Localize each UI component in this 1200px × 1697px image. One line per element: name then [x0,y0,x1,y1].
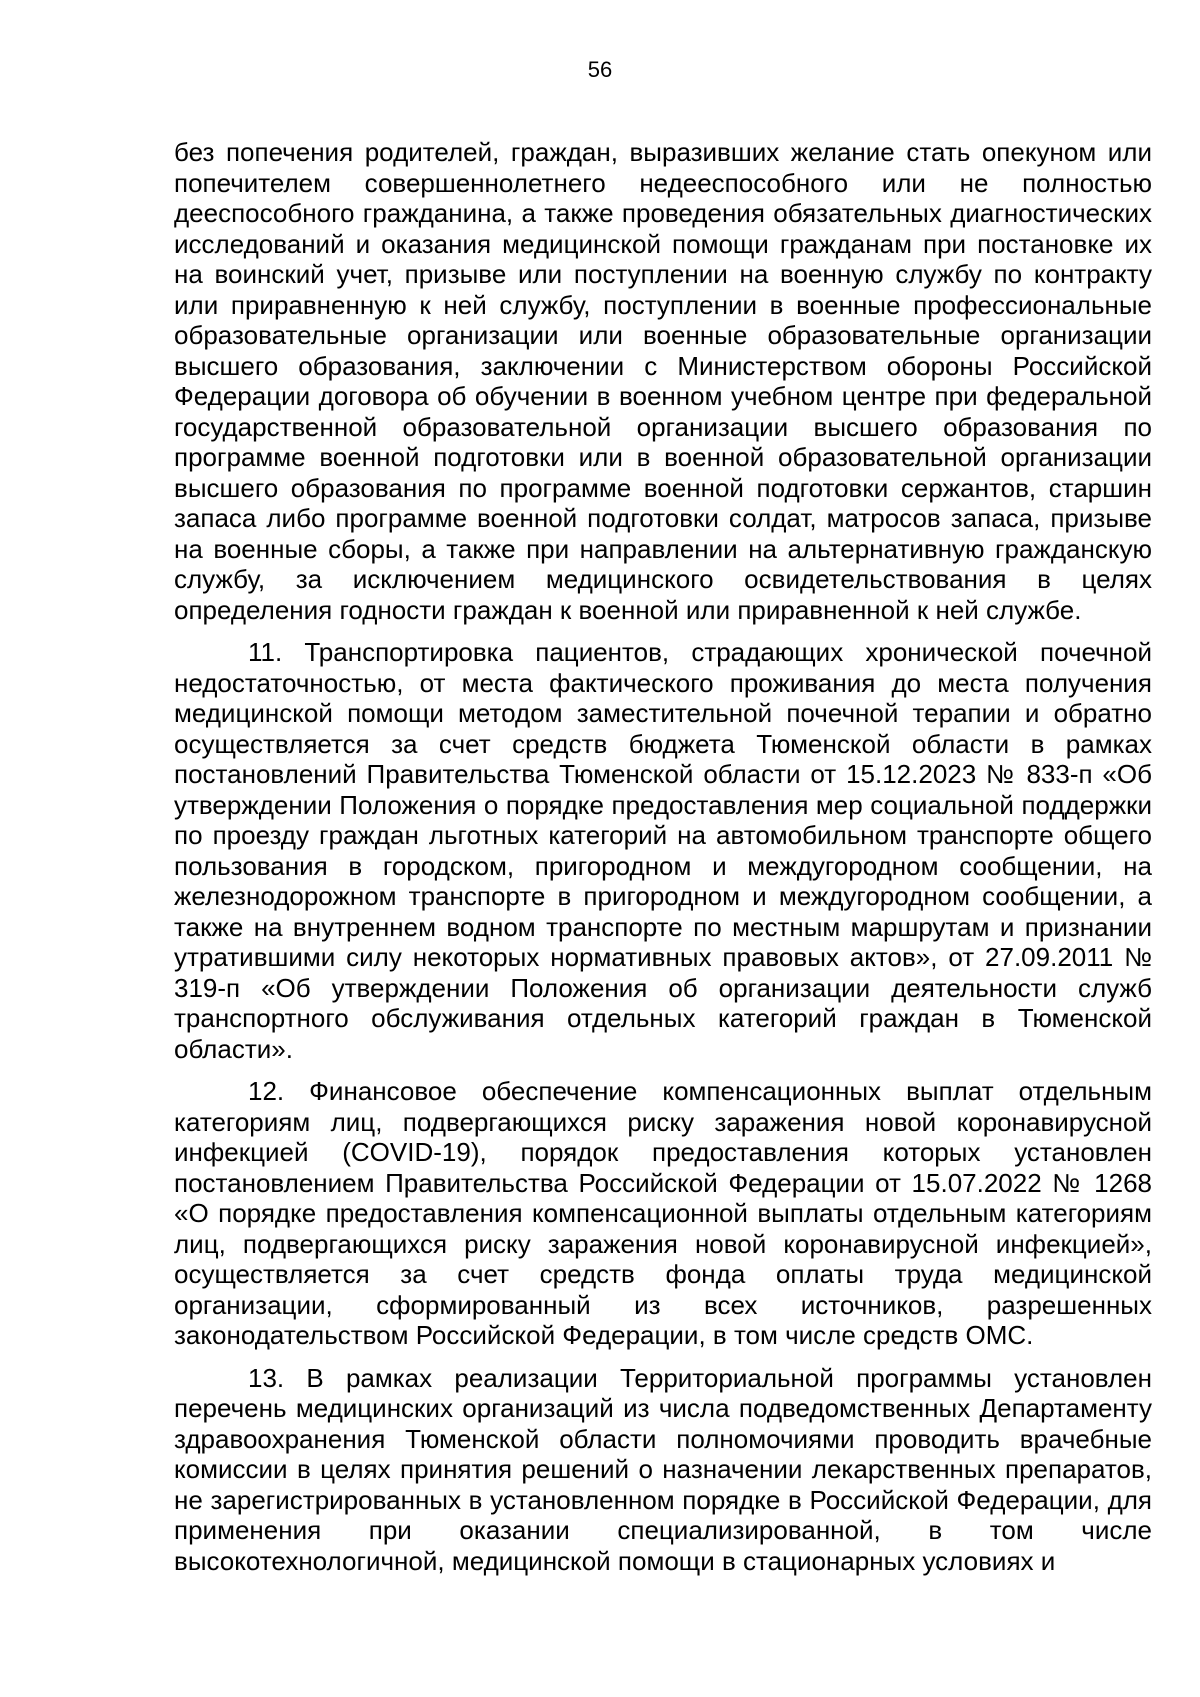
paragraph-13-medical-commissions: 13. В рамках реализации Территориальной программы установлен перечень медицинских организаций из числа подведомственных Департаменту здравоохранения Тюменской области полномочиями проводить врачебные комиссии в целях принятия решений о назначении лекарственных препаратов, не зарегистрированных в установленном порядке в Российской Федерации, для применения при оказании специализированной, в том числе высокотехнологичной, медицинской помощи в стационарных условиях и [174,1362,1152,1576]
paragraph-11-transport: 11. Транспортировка пациентов, страдающих хронической почечной недостаточностью, от места фактического проживания до места получения медицинской помощи методом заместительной почечной терапии и обратно осуществляется за счет средств бюджета Тюменской области в рамках постановлений Правительства Тюменской области от 15.12.2023 № 833-п «Об утверждении Положения о порядке предоставления мер социальной поддержки по проезду граждан льготных категорий на автомобильном транспорте общего пользования в городском, пригородном и междугородном сообщении, на железнодорожном транспорте в пригородном и междугородном сообщении, а также на внутреннем водном транспорте по местным маршрутам и признании утратившими силу некоторых нормативных правовых актов», от 27.09.2011 № 319-п «Об утверждении Положения об организации деятельности служб транспортного обслуживания отдельных категорий граждан в Тюменской области». [174,637,1152,1064]
document-body [174,137,1152,1588]
page-number: 56 [587,57,613,82]
paragraph-12-compensation: 12. Финансовое обеспечение компенсационных выплат отдельным категориям лиц, подвергающихся риску заражения новой коронавирусной инфекцией (COVID-19), порядок предоставления которых установлен постановлением Правительства Российской Федерации от 15.07.2022 № 1268 «О порядке предоставления компенсационной выплаты отдельным категориям лиц, подвергающихся риску заражения новой коронавирусной инфекцией», осуществляется за счет средств фонда оплаты труда медицинской организации, сформированный из всех источников, разрешенных законодательством Российской Федерации, в том числе средств ОМС. [174,1076,1152,1350]
paragraph-continuation: без попечения родителей, граждан, выразивших желание стать опекуном или попечителем совершеннолетнего недееспособного или не полностью дееспособного гражданина, а также проведения обязательных диагностических исследований и оказания медицинской помощи гражданам при постановке их на воинский учет, призыве или поступлении на военную службу по контракту или приравненную к ней службу, поступлении в военные профессиональные образовательные организации или военные образовательные организации высшего образования, заключении с Министерством обороны Российской Федерации договора об обучении в военном учебном центре при федеральной государственной образовательной организации высшего образования по программе военной подготовки или в военной образовательной организации высшего образования по программе военной подготовки сержантов, старшин запаса либо программе военной подготовки солдат, матросов запаса, призыве на военные сборы, а также при направлении на альтернативную гражданскую службу, за исключением медицинского освидетельствования в целях определения годности граждан к военной или приравненной к ней службе. [174,137,1152,625]
